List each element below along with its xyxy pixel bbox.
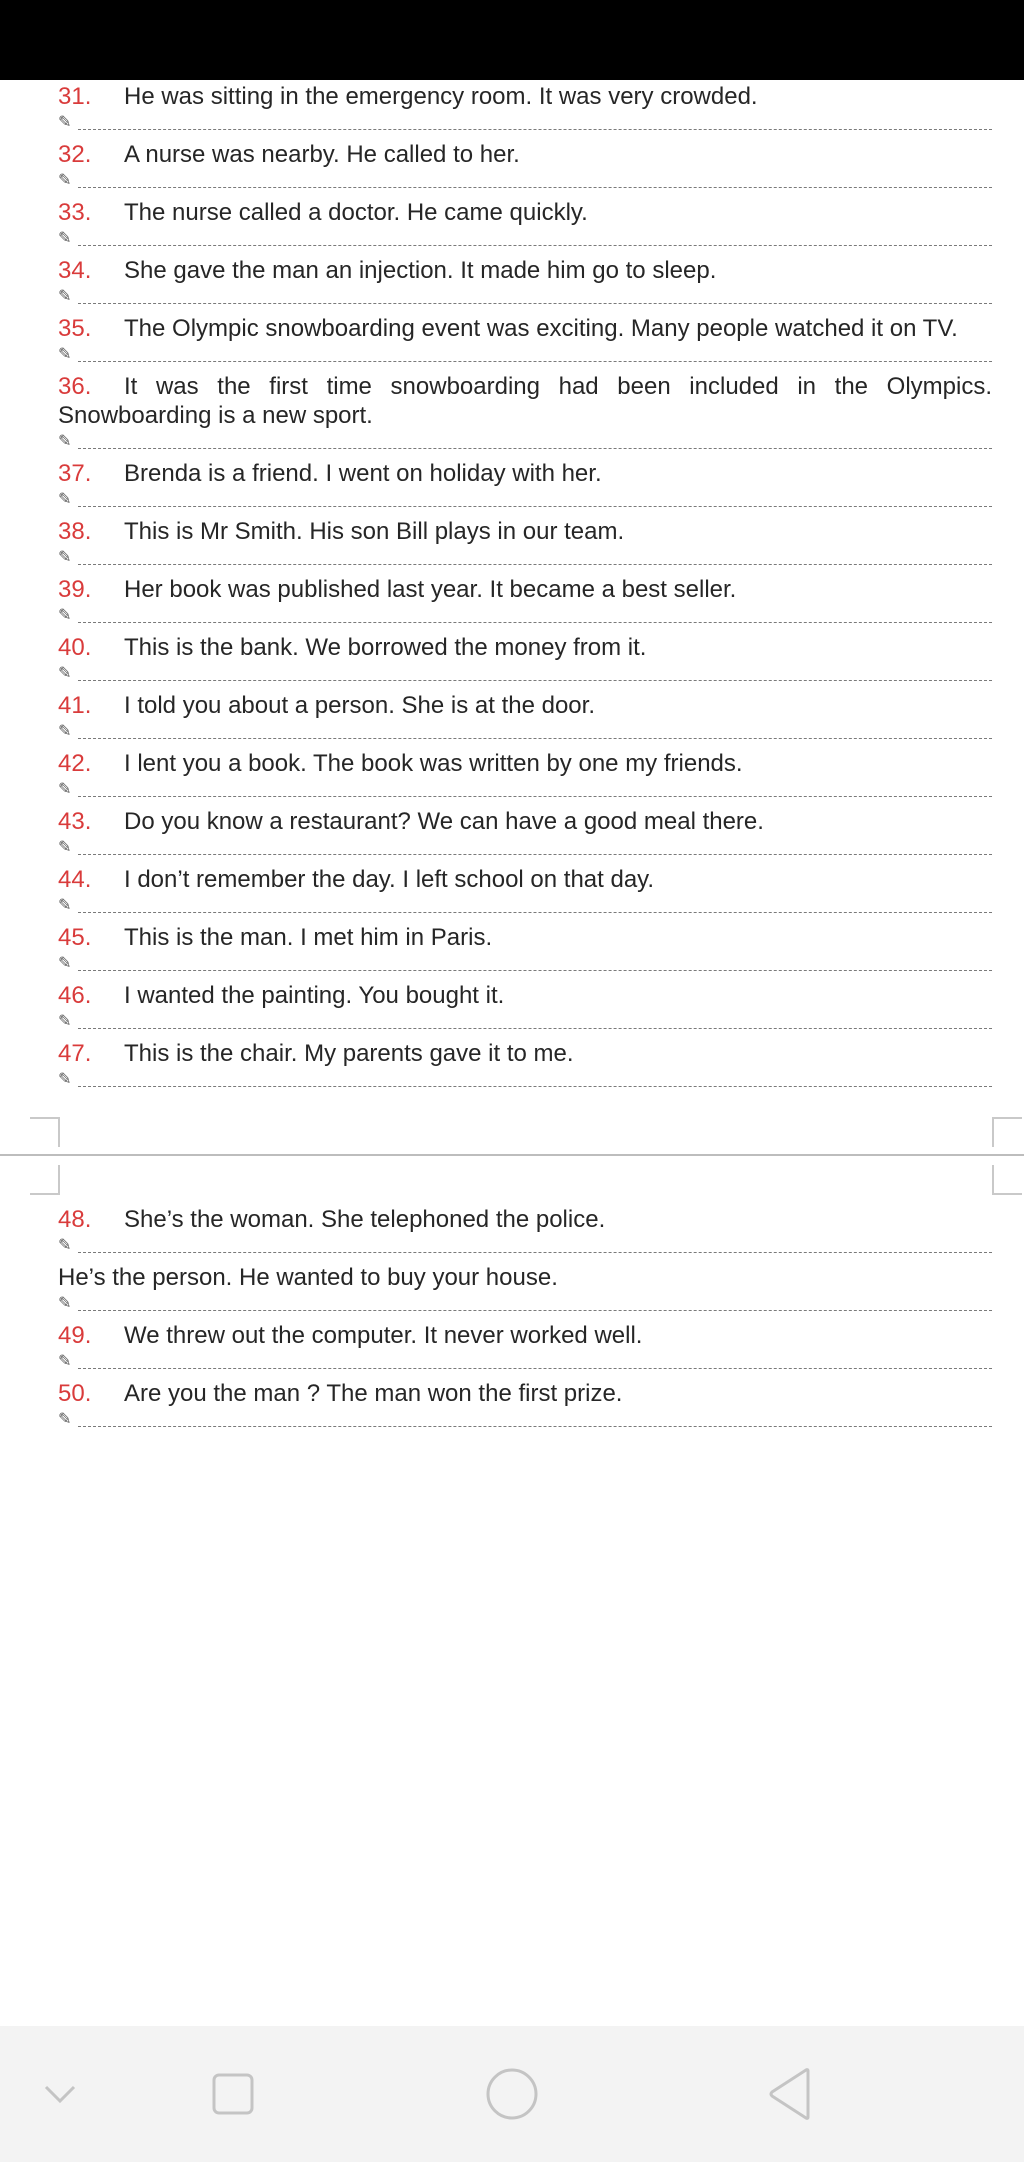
- page-separator: [0, 1154, 1024, 1156]
- pencil-icon: ✎: [58, 953, 72, 972]
- question-text: I wanted the painting. You bought it.: [124, 982, 505, 1009]
- question-number: 41.: [58, 692, 92, 719]
- crop-mark-top-right: [992, 1117, 1022, 1147]
- answer-line[interactable]: [58, 604, 992, 631]
- page-2: [0, 1203, 1024, 1435]
- question-text: Do you know a restaurant? We can have a good meal there.: [124, 808, 764, 835]
- question-sentence: [58, 979, 992, 1010]
- pencil-icon: ✎: [58, 837, 72, 856]
- answer-line[interactable]: [58, 894, 992, 921]
- answer-line[interactable]: [58, 952, 992, 979]
- question-text: She’s the woman. She telephoned the police.: [124, 1206, 606, 1233]
- answer-line[interactable]: [58, 1350, 992, 1377]
- dotted-rule: [78, 912, 992, 913]
- question-text: She gave the man an injection. It made him go to sleep.: [124, 257, 717, 284]
- answer-line[interactable]: [58, 488, 992, 515]
- question-number: 37.: [58, 460, 92, 487]
- pencil-icon: ✎: [58, 1293, 72, 1312]
- question-sentence: [58, 1037, 992, 1068]
- pencil-icon: ✎: [58, 170, 72, 189]
- dotted-rule: [78, 129, 992, 130]
- pencil-icon: ✎: [58, 489, 72, 508]
- exercise-item: [0, 515, 1024, 573]
- question-number: 48.: [58, 1206, 92, 1233]
- question-text: The nurse called a doctor. He came quickly.: [124, 199, 588, 226]
- question-sentence: [58, 1203, 992, 1234]
- question-number: 32.: [58, 141, 92, 168]
- question-text: I don’t remember the day. I left school on that day.: [124, 866, 655, 893]
- question-sentence: [58, 196, 992, 227]
- exercise-item: [0, 196, 1024, 254]
- answer-line[interactable]: [58, 343, 992, 370]
- collapse-button[interactable]: [0, 2026, 120, 2162]
- dotted-rule: [78, 622, 992, 623]
- pencil-icon: ✎: [58, 112, 72, 131]
- question-number: 43.: [58, 808, 92, 835]
- question-number: 33.: [58, 199, 92, 226]
- dotted-rule: [78, 970, 992, 971]
- dotted-rule: [78, 1368, 992, 1369]
- page-break: [0, 1095, 1024, 1203]
- square-icon: [211, 2072, 255, 2116]
- exercise-item: [0, 979, 1024, 1037]
- answer-line[interactable]: [58, 778, 992, 805]
- question-number: 35.: [58, 315, 92, 342]
- question-sentence: [58, 1319, 992, 1350]
- back-button[interactable]: [730, 2026, 850, 2162]
- answer-line[interactable]: [58, 1010, 992, 1037]
- question-sentence: [58, 1377, 992, 1408]
- dotted-rule: [78, 1426, 992, 1427]
- exercise-item: [0, 631, 1024, 689]
- dotted-rule: [78, 564, 992, 565]
- question-sentence: [58, 747, 992, 778]
- exercise-item: [0, 1319, 1024, 1377]
- exercise-item: [0, 312, 1024, 370]
- question-text: I told you about a person. She is at the door.: [124, 692, 595, 719]
- question-text: I lent you a book. The book was written by one my friends.: [124, 750, 743, 777]
- question-text: This is the chair. My parents gave it to me.: [124, 1040, 574, 1067]
- dotted-rule: [78, 796, 992, 797]
- question-number: 46.: [58, 982, 92, 1009]
- dotted-rule: [78, 448, 992, 449]
- dotted-rule: [78, 303, 992, 304]
- dotted-rule: [78, 506, 992, 507]
- answer-line[interactable]: [58, 836, 992, 863]
- pencil-icon: ✎: [58, 605, 72, 624]
- exercise-item: [0, 1377, 1024, 1435]
- question-sentence: [58, 631, 992, 662]
- answer-line[interactable]: [58, 1408, 992, 1435]
- question-number: 38.: [58, 518, 92, 545]
- exercise-item: [0, 921, 1024, 979]
- pencil-icon: ✎: [58, 1409, 72, 1428]
- pencil-icon: ✎: [58, 1351, 72, 1370]
- pencil-icon: ✎: [58, 1069, 72, 1088]
- question-text: He was sitting in the emergency room. It was very crowded.: [124, 83, 758, 110]
- answer-line[interactable]: [58, 1234, 992, 1261]
- question-number: 39.: [58, 576, 92, 603]
- recents-button[interactable]: [173, 2026, 293, 2162]
- exercise-item: [0, 689, 1024, 747]
- question-sentence: [58, 138, 992, 169]
- question-sentence: [58, 254, 992, 285]
- question-text: Are you the man ? The man won the first prize.: [124, 1380, 623, 1407]
- question-text: The Olympic snowboarding event was exciting. Many people watched it on TV.: [124, 315, 958, 342]
- exercise-item: [0, 863, 1024, 921]
- answer-line[interactable]: [58, 546, 992, 573]
- answer-line[interactable]: [58, 662, 992, 689]
- question-text: This is the man. I met him in Paris.: [124, 924, 493, 951]
- answer-line[interactable]: [58, 227, 992, 254]
- home-button[interactable]: [452, 2026, 572, 2162]
- dotted-rule: [78, 1252, 992, 1253]
- question-number: 49.: [58, 1322, 92, 1349]
- status-bar: [0, 0, 1024, 80]
- answer-line[interactable]: [58, 285, 992, 312]
- exercise-item: [0, 80, 1024, 138]
- dotted-rule: [78, 1310, 992, 1311]
- chevron-down-icon: [43, 2083, 77, 2105]
- question-text: It was the first time snowboarding had been included in the Olympics. Snowboarding is a new sport.: [58, 373, 992, 429]
- answer-line[interactable]: [58, 430, 992, 457]
- question-number: 44.: [58, 866, 92, 893]
- question-text: Brenda is a friend. I went on holiday with her.: [124, 460, 602, 487]
- question-sentence: [58, 80, 992, 111]
- question-number: 45.: [58, 924, 92, 951]
- question-number: 36.: [58, 373, 92, 400]
- exercise-item: [0, 138, 1024, 196]
- answer-line[interactable]: [58, 1068, 992, 1095]
- question-sentence: [58, 805, 992, 836]
- dotted-rule: [78, 361, 992, 362]
- question-sentence: [58, 1261, 992, 1292]
- crop-mark-bottom-left: [30, 1165, 60, 1195]
- crop-mark-top-left: [30, 1117, 60, 1147]
- document-view[interactable]: [0, 80, 1024, 1435]
- exercise-item: [0, 805, 1024, 863]
- exercise-item: [0, 1203, 1024, 1261]
- dotted-rule: [78, 680, 992, 681]
- pencil-icon: ✎: [58, 344, 72, 363]
- triangle-back-icon: [766, 2067, 814, 2121]
- answer-line[interactable]: [58, 111, 992, 138]
- question-sentence: [58, 863, 992, 894]
- question-sentence: [58, 370, 992, 430]
- question-number: 34.: [58, 257, 92, 284]
- question-number: 31.: [58, 83, 92, 110]
- pencil-icon: ✎: [58, 1235, 72, 1254]
- dotted-rule: [78, 187, 992, 188]
- answer-line[interactable]: [58, 169, 992, 196]
- question-number: 50.: [58, 1380, 92, 1407]
- exercise-item: [0, 457, 1024, 515]
- question-text: This is Mr Smith. His son Bill plays in our team.: [124, 518, 625, 545]
- exercise-item: [0, 573, 1024, 631]
- exercise-item: [0, 747, 1024, 805]
- question-sentence: [58, 921, 992, 952]
- dotted-rule: [78, 1086, 992, 1087]
- pencil-icon: ✎: [58, 1011, 72, 1030]
- answer-line[interactable]: [58, 1292, 992, 1319]
- pencil-icon: ✎: [58, 431, 72, 450]
- question-sentence: [58, 515, 992, 546]
- question-sentence: [58, 312, 992, 343]
- circle-icon: [485, 2067, 539, 2121]
- question-number: 47.: [58, 1040, 92, 1067]
- question-text: Her book was published last year. It became a best seller.: [124, 576, 737, 603]
- pencil-icon: ✎: [58, 663, 72, 682]
- question-text: A nurse was nearby. He called to her.: [124, 141, 520, 168]
- question-text: We threw out the computer. It never worked well.: [124, 1322, 643, 1349]
- exercise-item: [0, 254, 1024, 312]
- question-sentence: [58, 457, 992, 488]
- answer-line[interactable]: [58, 720, 992, 747]
- exercise-item: [0, 1261, 1024, 1319]
- pencil-icon: ✎: [58, 228, 72, 247]
- dotted-rule: [78, 1028, 992, 1029]
- exercise-item: [0, 370, 1024, 457]
- pencil-icon: ✎: [58, 286, 72, 305]
- question-text: He’s the person. He wanted to buy your house.: [58, 1264, 558, 1291]
- question-number: 40.: [58, 634, 92, 661]
- crop-mark-bottom-right: [992, 1165, 1022, 1195]
- dotted-rule: [78, 854, 992, 855]
- question-sentence: [58, 573, 992, 604]
- dotted-rule: [78, 245, 992, 246]
- question-sentence: [58, 689, 992, 720]
- pencil-icon: ✎: [58, 779, 72, 798]
- question-number: 42.: [58, 750, 92, 777]
- pencil-icon: ✎: [58, 895, 72, 914]
- exercise-item: [0, 1037, 1024, 1095]
- dotted-rule: [78, 738, 992, 739]
- pencil-icon: ✎: [58, 721, 72, 740]
- pencil-icon: ✎: [58, 547, 72, 566]
- navigation-bar: [0, 2026, 1024, 2162]
- question-text: This is the bank. We borrowed the money from it.: [124, 634, 647, 661]
- page-1: [0, 80, 1024, 1095]
